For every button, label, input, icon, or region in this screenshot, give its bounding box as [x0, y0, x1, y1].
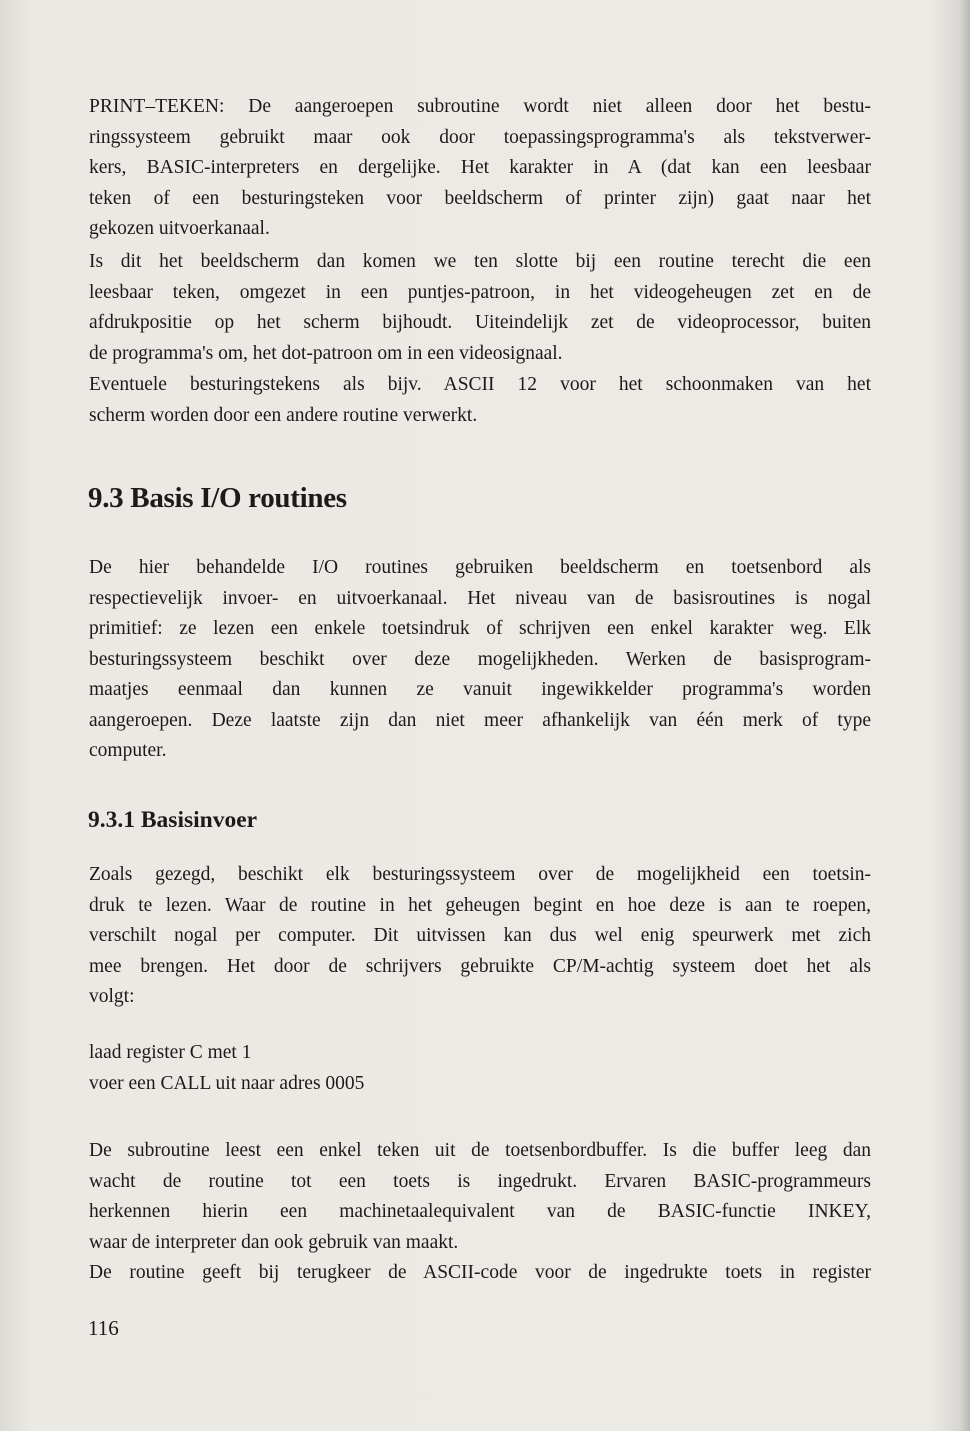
text-line: Is dit het beeldscherm dan komen we ten slotte bij een routine terecht die een [89, 251, 871, 272]
text-line: kers, BASIC-interpreters en dergelijke. Het karakter in A (dat kan een leesbaar [89, 157, 871, 178]
text-line: verschilt nogal per computer. Dit uitvissen kan dus wel enig speurwerk met zich [89, 925, 871, 946]
paragraph-terugkeer [89, 1258, 871, 1289]
text-line: leesbaar teken, omgezet in een puntjes-patroon, in het videogeheugen zet en de [89, 281, 871, 303]
paragraph-subroutine [89, 1136, 871, 1258]
text-line: de programma's om, het dot-patroon om in een videosignaal. [89, 342, 563, 364]
text-line: De hier behandelde I/O routines gebruiken beeldscherm en toetsenbord als [89, 557, 871, 578]
paragraph-io-routines [89, 553, 871, 767]
text-line: De routine geeft bij terugkeer de ASCII-code voor de ingedrukte toets in register [89, 1262, 871, 1283]
text-line: maatjes eenmaal dan kunnen ze vanuit ingewikkelder programma's worden [89, 679, 871, 700]
paragraph-besturingstekens [89, 370, 871, 431]
text-line: Eventuele besturingstekens als bijv. ASCII 12 voor het schoonmaken van het [89, 374, 871, 395]
text-line: PRINT–TEKEN: De aangeroepen subroutine wordt niet alleen door het bestu- [89, 96, 871, 117]
text-line: primitief: ze lezen een enkele toetsindruk of schrijven een enkel karakter weg. Elk [89, 618, 871, 639]
text-line: afdrukpositie op het scherm bijhoudt. Uiteindelijk zet de videoprocessor, buiten [89, 312, 871, 333]
text-line: druk te lezen. Waar de routine in het geheugen begint en hoe deze is aan te roepen, [89, 894, 871, 916]
text-line: volgt: [89, 986, 135, 1007]
text-line: computer. [89, 740, 167, 761]
paragraph-basisinvoer [89, 860, 871, 1013]
page-number: 116 [88, 1316, 119, 1340]
text-line: gekozen uitvoerkanaal. [89, 218, 270, 239]
subsection-heading: 9.3.1 Basisinvoer [88, 807, 258, 833]
section-heading: 9.3 Basis I/O routines [88, 482, 347, 514]
text-line: aangeroepen. Deze laatste zijn dan niet meer afhankelijk van één merk of type [89, 709, 871, 731]
text-line: scherm worden door een andere routine verwerkt. [89, 404, 478, 426]
text-line: herkennen hierin een machinetaalequivalent van de BASIC-functie INKEY, [89, 1201, 871, 1222]
code-line: voer een CALL uit naar adres 0005 [89, 1073, 365, 1094]
text-line: besturingssysteem beschikt over deze mogelijkheden. Werken de basisprogram- [89, 648, 871, 670]
text-line: mee brengen. Het door de schrijvers gebruikte CP/M-achtig systeem doet het als [89, 955, 871, 977]
text-line: waar de interpreter dan ook gebruik van maakt. [89, 1231, 459, 1253]
text-line: teken of een besturingsteken voor beeldscherm of printer zijn) gaat naar het [89, 187, 871, 209]
text-line: ringssysteem gebruikt maar ook door toepassingsprogramma's als tekstverwer- [89, 126, 871, 148]
text-line: respectievelijk invoer- en uitvoerkanaal. Het niveau van de basisroutines is nogal [89, 587, 871, 609]
text-line: wacht de routine tot een toets is ingedrukt. Ervaren BASIC-programmeurs [89, 1170, 871, 1192]
code-line: laad register C met 1 [89, 1042, 252, 1063]
paragraph-print-teken [89, 92, 871, 245]
text-line: Zoals gezegd, beschikt elk besturingssysteem over de mogelijkheid een toetsin- [89, 864, 871, 885]
paragraph-beeldscherm [89, 247, 871, 369]
text-line: De subroutine leest een enkel teken uit de toetsenbordbuffer. Is die buffer leeg dan [89, 1140, 871, 1161]
